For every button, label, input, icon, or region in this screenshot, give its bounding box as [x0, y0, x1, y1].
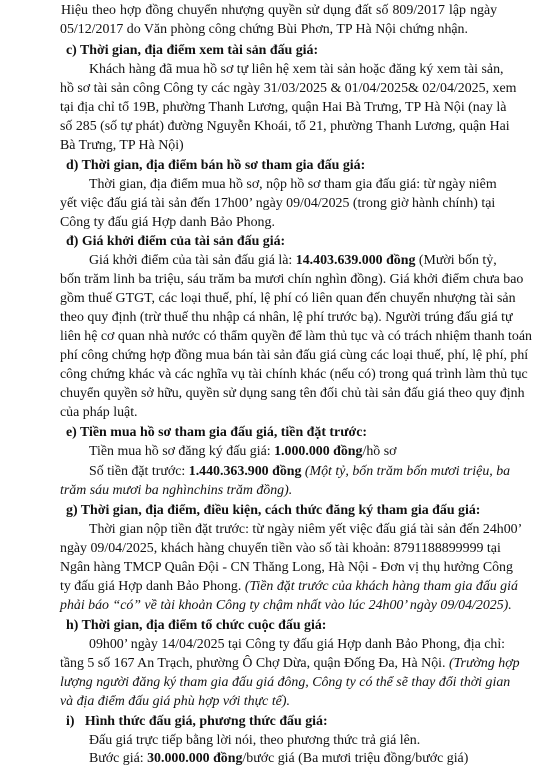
paragraph-line: ngày 09/04/2025, khách hàng chuyển tiền vào số tài khoản: 8791188899999 tại [60, 541, 501, 556]
paragraph-line: số 285 (số tự phát) đường Nguyễn Khoái, tổ 21, phường Thanh Lương, quận Hai [60, 119, 510, 134]
paragraph-line: Hiệu theo hợp đồng chuyển nhượng quyền sử dụng đất số 809/2017 lập ngày [61, 3, 498, 18]
paragraph-line: Bà Trưng, TP Hà Nội) [60, 138, 184, 153]
line-text-italic: (Một tỷ, bốn trăm bốn mươi triệu, ba [301, 464, 511, 479]
paragraph-line [89, 252, 497, 271]
bid-step-value: 30.000.000 đồng [147, 751, 243, 766]
line-text: Tiền mua hồ sơ đăng ký đấu giá: [89, 444, 275, 459]
paragraph-line: Công ty đấu giá Hợp danh Bảo Phong. [60, 215, 275, 230]
line-text: Giá khởi điểm của tài sản đấu giá là: [89, 253, 296, 268]
paragraph-line [60, 597, 512, 616]
line-text: (Mười bốn tỷ, [415, 253, 497, 268]
paragraph-line: Đấu giá trực tiếp bằng lời nói, theo phương thức trả giá lên. [89, 733, 421, 748]
paragraph-line [60, 482, 292, 501]
paragraph-line [89, 750, 468, 769]
paragraph-line [60, 693, 290, 712]
paragraph-line: 09h00’ ngày 14/04/2025 tại Công ty đấu giá Hợp danh Bảo Phong, địa chỉ: [89, 637, 506, 652]
dossier-fee-value: 1.000.000 đồng [274, 444, 363, 459]
paragraph-line [60, 655, 520, 674]
paragraph-line: gồm thuế GTGT, các loại thuế, phí, lệ phí có liên quan đến chuyển nhượng tài sản [60, 291, 516, 306]
paragraph-line: của pháp luật. [60, 405, 138, 420]
line-text-italic: lượng người đăng ký tham gia đấu giá đông, Công ty có thể sẽ thay đổi thời gian [60, 675, 511, 690]
paragraph-line: hồ sơ tài sản công Công ty các ngày 31/03/2025 & 01/04/2025& 02/04/2025, xem [60, 81, 517, 96]
line-text: tầng 5 số 167 An Trạch, phường Ô Chợ Dừa, quận Đống Đa, Hà Nội. [60, 656, 449, 671]
paragraph-line [89, 463, 510, 482]
deposit-value: 1.440.363.900 đồng [188, 464, 302, 479]
paragraph-line: bốn trăm linh ba triệu, sáu trăm ba mươi chín nghìn đồng). Giá khởi điểm chưa bao [60, 272, 524, 287]
line-text: ty đấu giá Hợp danh Bảo Phong. [60, 579, 245, 594]
paragraph-line: 05/12/2017 do Văn phòng công chứng Bùi Phơn, TP Hà Nội chứng nhận. [60, 22, 468, 37]
section-heading-i: i) Hình thức đấu giá, phương thức đấu giá: [66, 714, 328, 729]
line-text-italic: phải báo “có” về tài khoản Công ty chậm nhất vào lúc 24h00’ ngày 09/04/2025). [60, 598, 512, 613]
paragraph-line [60, 578, 518, 597]
paragraph-line [60, 674, 510, 693]
paragraph-line: liên hệ cơ quan nhà nước có thẩm quyền để làm thủ tục và có trách nhiệm thanh toán [60, 329, 532, 344]
paragraph-line: Thời gian, địa điểm mua hồ sơ, nộp hồ sơ tham gia đấu giá: từ ngày niêm [89, 177, 497, 192]
paragraph-line: Khách hàng đã mua hồ sơ tự liên hệ xem tài sản hoặc đăng ký xem tài sản, [89, 62, 504, 77]
section-heading-dd: đ) Giá khởi điểm của tài sản đấu giá: [66, 234, 286, 249]
line-text-italic: (Tiền đặt trước của khách hàng tham gia đấu giá [244, 579, 518, 594]
line-text-italic: trăm sáu mươi ba nghìnchins trăm đồng). [60, 483, 293, 498]
section-heading-c: c) Thời gian, địa điểm xem tài sản đấu giá: [66, 43, 319, 58]
paragraph-line: yết việc đấu giá tài sản đến 17h00’ ngày 09/04/2025 (trong giờ hành chính) tại [60, 196, 496, 211]
paragraph-line: tại địa chỉ tổ 19B, phường Thanh Lương, quận Hai Bà Trưng, TP Hà Nội (nay là [60, 100, 507, 115]
section-heading-e: e) Tiền mua hồ sơ tham gia đấu giá, tiền đặt trước: [66, 425, 368, 440]
paragraph-line: Ngân hàng TMCP Quân Đội - CN Thăng Long, Hà Nội - Đơn vị thụ hưởng Công [60, 560, 513, 575]
line-text: /hồ sơ [362, 444, 397, 459]
line-text: Bước giá: [89, 751, 148, 766]
line-text-italic: và địa điểm đấu giá phù hợp với thực tế). [60, 694, 290, 709]
line-text-italic: (Trường hợp [448, 656, 520, 671]
paragraph-line: Thời gian nộp tiền đặt trước: từ ngày niêm yết việc đấu giá tài sản đến 24h00’ [89, 522, 523, 537]
paragraph-line: chuyển quyền sở hữu, quyền sử dụng sang tên đối chủ tài sản đấu giá theo quy định [60, 386, 525, 401]
starting-price-value: 14.403.639.000 đồng [295, 253, 416, 268]
paragraph-line: công chứng khác và các nghĩa vụ tài chính khác (nếu có) trong quá trình làm thủ tục [60, 367, 528, 382]
paragraph-line: theo quy định (trừ thuế thu nhập cá nhân, lệ phí trước bạ). Người trúng đấu giá tự [60, 310, 513, 325]
paragraph-line: phí công chứng hợp đồng mua bán tài sản đấu giá cùng các loại thuế, phí, lệ phí, phí [60, 348, 529, 363]
line-text: /bước giá (Ba mươi triệu đồng/bước giá) [242, 751, 469, 766]
section-heading-g: g) Thời gian, địa điểm, điều kiện, cách thức đăng ký tham gia đấu giá: [66, 503, 481, 518]
paragraph-line [89, 443, 396, 462]
section-heading-d: d) Thời gian, địa điểm bán hồ sơ tham gia đấu giá: [66, 158, 366, 173]
line-text: Số tiền đặt trước: [89, 464, 189, 479]
section-heading-h: h) Thời gian, địa điểm tổ chức cuộc đấu giá: [66, 618, 327, 633]
